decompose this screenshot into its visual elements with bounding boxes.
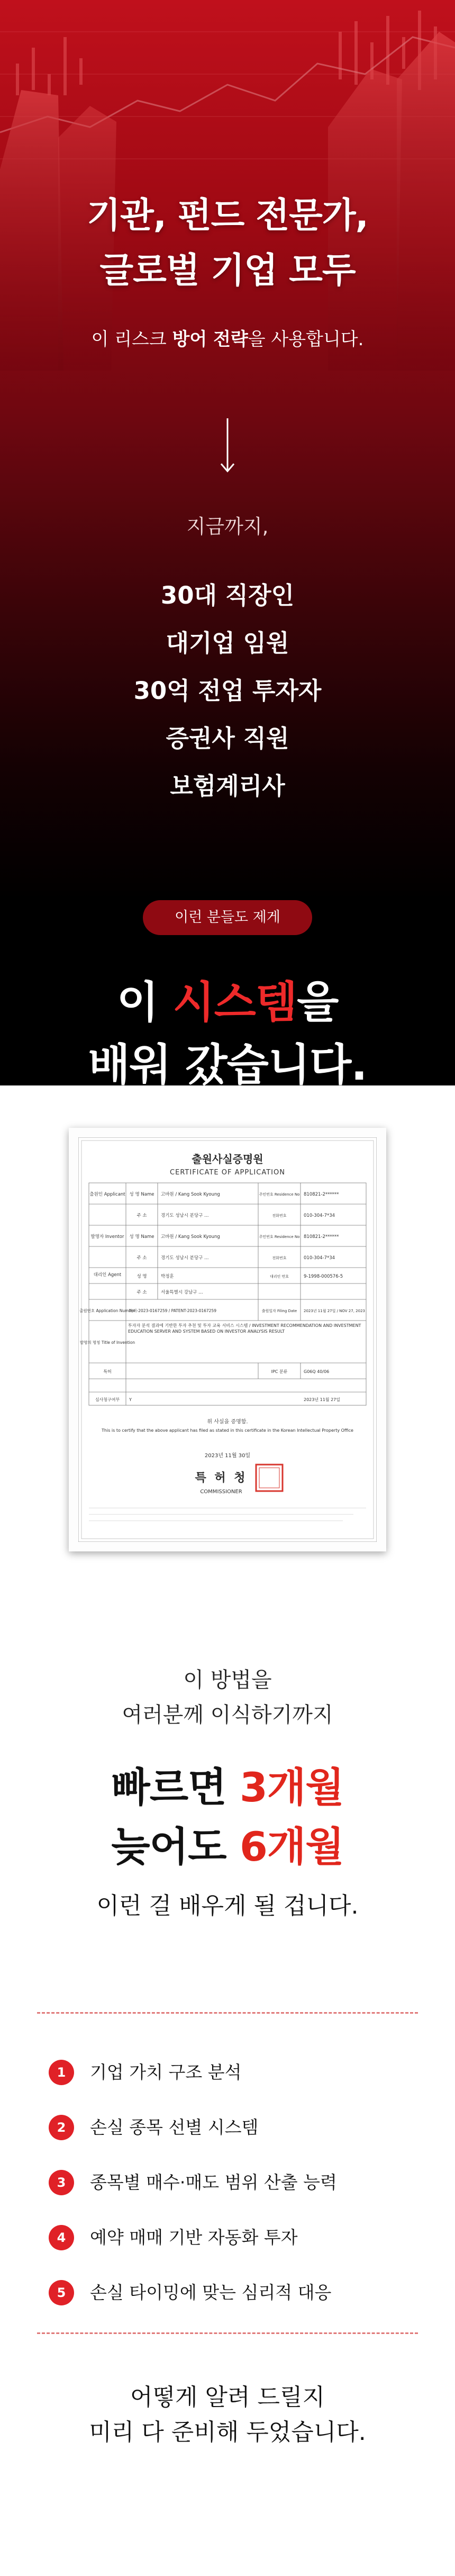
list-item-text: 기업 가치 구조 분석: [90, 2062, 242, 2083]
cert-field-value: 서울특별시 강남구 …: [161, 1290, 203, 1295]
cert-field-value: 경기도 성남시 분당구 …: [161, 1255, 209, 1261]
cert-statement-ko: 위 사실을 증명함.: [207, 1419, 248, 1425]
cert-filing-label: 출원일자 Filing Date: [261, 1309, 297, 1313]
subline-text: 이 리스크: [91, 329, 172, 350]
patent-certificate-image: [69, 1128, 386, 1551]
system-title-line-2: 배워 갔습니다.: [88, 1040, 367, 1085]
role-item: 대기업 임원: [166, 629, 289, 657]
list-item-text: 예약 매매 기반 자동화 투자: [90, 2227, 298, 2248]
system-title-line-1: [0, 972, 455, 1034]
system-title-highlight: 시스템: [172, 977, 297, 1028]
certificate-document: [78, 1137, 377, 1542]
list-item: [49, 2054, 419, 2110]
cert-field-label: 성 명 Name: [129, 1234, 154, 1240]
list-item-text: 종목별 매수·매도 범위 산출 능력: [90, 2172, 337, 2193]
cert-app-no-label: 출원번호 Application Number: [79, 1308, 135, 1313]
subline-text-end: 을 사용합니다.: [248, 329, 364, 350]
cert-id-value: 810821-2******: [304, 1192, 339, 1197]
closing-line-2: 미리 다 준비해 두었습니다.: [89, 2419, 366, 2446]
curriculum-list: [49, 2054, 419, 2330]
list-item-text: 손실 타이밍에 맞는 심리적 대응: [90, 2282, 332, 2303]
cert-app-no: 특허-2023-0167259 / PATENT-2023-0167259: [129, 1308, 217, 1313]
subline-emphasis: 방어 전략: [172, 329, 248, 350]
cert-claims-label: 심사청구여부: [95, 1397, 120, 1402]
cert-field-label: 성 명: [136, 1274, 147, 1279]
cert-id-label: 대리인 번호: [269, 1274, 289, 1279]
people-badge: 이런 분들도 제게: [143, 900, 312, 935]
headline-line-1: 기관, 펀드 전문가,: [87, 195, 368, 236]
list-item: [49, 2220, 419, 2275]
learn-text: 이런 걸 배우게 될 겁니다.: [96, 1892, 359, 1919]
cert-title-en: CERTIFICATE OF APPLICATION: [170, 1169, 285, 1177]
list-number-badge: 1: [49, 2060, 74, 2085]
cert-ipc-label: IPC 분류: [271, 1369, 288, 1374]
list-item-text: 손실 종목 선별 시스템: [90, 2117, 259, 2138]
cert-field-value: 고바원 / Kang Sook Kyoung: [161, 1234, 220, 1240]
list-item: [49, 2110, 419, 2165]
system-title-pre: 이: [116, 977, 173, 1028]
cert-id-label: 주민번호 Residence No: [259, 1235, 300, 1239]
method-line-1: 이 방법을: [183, 1668, 272, 1692]
cert-row-label: 대리인 Agent: [93, 1272, 122, 1278]
list-item: [49, 2165, 419, 2220]
cert-field-label: 주 소: [136, 1255, 147, 1261]
months-fast-pre: 빠르면: [111, 1764, 240, 1811]
cert-row-label: 출원인 Applicant: [89, 1192, 125, 1197]
cert-field-label: 성 명 Name: [129, 1192, 154, 1197]
hero-headline: [0, 188, 455, 298]
role-item: 보험계리사: [170, 772, 285, 800]
roles-list: [0, 572, 455, 810]
cert-field-label: 주 소: [136, 1290, 147, 1295]
list-number-badge: 5: [49, 2280, 74, 2305]
cert-invention-label: 발명의 명칭 Title of Invention: [79, 1340, 135, 1345]
headline-line-2: 글로벌 기업 모두: [99, 250, 356, 291]
months-headline: [0, 1758, 455, 1877]
cert-invention-title: 투자자 분석 결과에 기반한 투자 추천 및 투자 교육 서비스 시스템 / INVESTMENT RECOMMENDATION AND INVESTMENT EDUCATION SERVER AND SYSTEM BASED ON INVESTOR ANALYSIS RESULT: [128, 1323, 361, 1334]
cert-id-label: 주민번호 Residence No: [259, 1192, 300, 1197]
divider-top: [37, 2012, 418, 2014]
cert-filing-date: 2023년 11월 27일 / NOV 27, 2023: [304, 1309, 365, 1313]
hero-subline: [0, 326, 455, 353]
months-slow: [0, 1817, 455, 1877]
cert-row-label: 발명자 Inventor: [90, 1234, 124, 1240]
role-item: 30억 전업 투자자: [133, 677, 322, 705]
list-item: [49, 2275, 419, 2330]
method-intro: [0, 1663, 455, 1733]
down-arrow-icon: [0, 418, 455, 482]
role-item: 30대 직장인: [160, 581, 295, 609]
months-slow-value: 6개월: [240, 1823, 344, 1870]
cert-office-en: COMMISSIONER: [200, 1489, 242, 1495]
months-slow-pre: 늦어도: [111, 1823, 240, 1870]
cert-office-ko: 특 허 청: [195, 1471, 248, 1485]
list-number-badge: 3: [49, 2170, 74, 2195]
cert-claim-date: 2023년 11월 27일: [304, 1397, 340, 1402]
cert-id-value: 810821-2******: [304, 1234, 339, 1240]
list-number-badge: 2: [49, 2115, 74, 2140]
cert-field-label: 주 소: [136, 1213, 147, 1218]
method-line-2: 여러분께 이식하기까지: [122, 1703, 333, 1727]
cert-field-value: 경기도 성남시 분당구 …: [161, 1213, 209, 1218]
cert-id-value: 010-304-7*34: [304, 1213, 335, 1218]
cert-statement-en: This is to certify that the above applicant has filed as stated in this certificate in the Korean Intellectual Property Office: [102, 1428, 353, 1433]
cert-right-label: 특허: [103, 1369, 112, 1374]
cert-field-value: 고바원 / Kang Sook Kyoung: [161, 1192, 220, 1197]
hero-section: [0, 0, 455, 1085]
so-far-text: 지금까지,: [186, 515, 269, 538]
months-fast-value: 3개월: [240, 1764, 344, 1811]
cert-ipc: G06Q 40/06: [304, 1369, 330, 1374]
list-number-badge: 4: [49, 2225, 74, 2250]
role-item: 증권사 직원: [166, 724, 289, 752]
system-title: [0, 972, 455, 1085]
cert-title-ko: 출원사실증명원: [192, 1153, 263, 1165]
cert-id-value: 9-1998-000576-5: [304, 1274, 343, 1279]
cert-issue-date: 2023년 11월 30일: [204, 1453, 251, 1459]
stock-chart-background: [0, 0, 455, 371]
divider-bottom: [37, 2332, 418, 2334]
closing-text: [0, 2380, 455, 2450]
cert-id-label: 전화번호: [272, 1214, 287, 1218]
cert-id-value: 010-304-7*34: [304, 1255, 335, 1261]
cert-claims-value: Y: [129, 1397, 132, 1402]
closing-line-1: 어떻게 알려 드릴지: [130, 2384, 325, 2411]
months-fast: [0, 1758, 455, 1817]
cert-field-value: 박정훈: [161, 1274, 174, 1279]
system-title-post: 을: [297, 977, 339, 1028]
cert-id-label: 전화번호: [272, 1256, 287, 1260]
